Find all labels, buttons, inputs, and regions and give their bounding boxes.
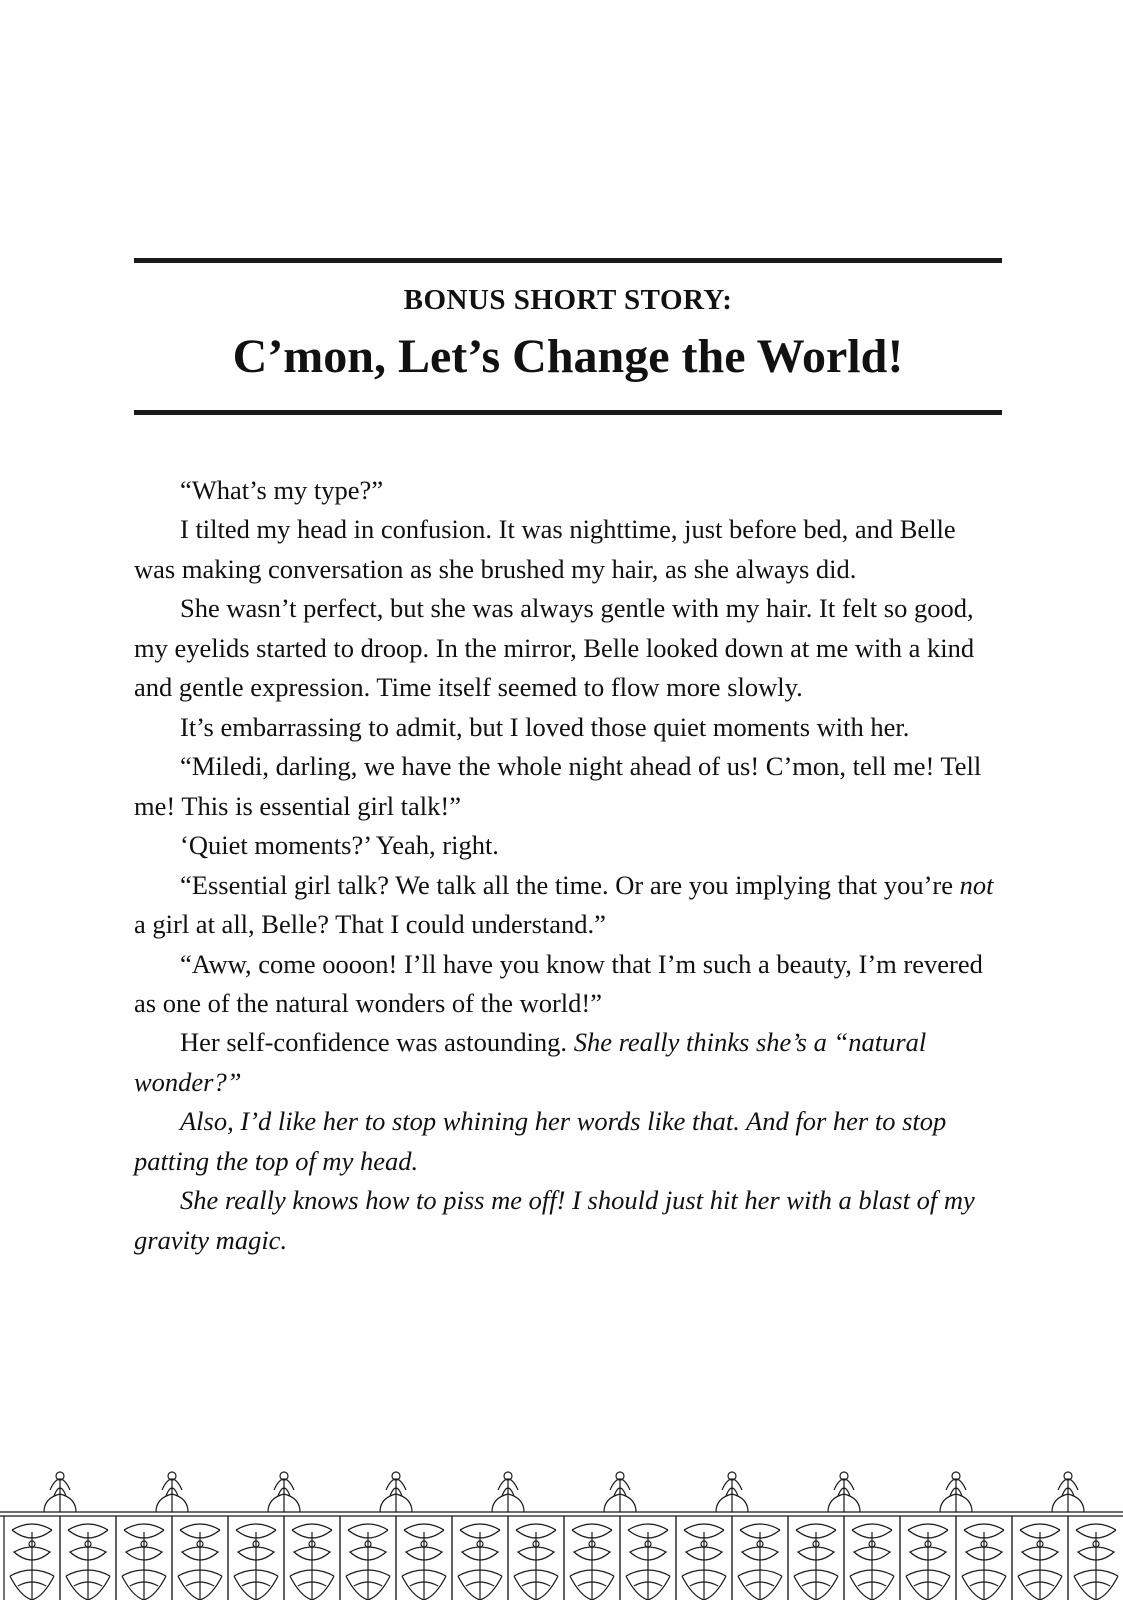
paragraph: “What’s my type?” [180,474,384,505]
paragraph: She really knows how to piss me off! I should just hit her with a blast of my gravity magic. [134,1185,975,1255]
paragraph: Her self-confidence was astounding. She really thinks she’s a “natural wonder?” [134,1027,927,1097]
paragraph: I tilted my head in confusion. It was nighttime, just before bed, and Belle was making conversation as she brushed my hair, as she always did. [134,514,956,584]
page-title: C’mon, Let’s Change the World! [232,329,904,383]
title-block [134,263,1002,394]
paragraph: She wasn’t perfect, but she was always gentle with my hair. It felt so good, my eyelids started to droop. In the mirror, Belle looked down at me with a kind and gentle expression. Time itself seemed to flow more slowly. [134,593,975,703]
paragraph: ‘Quiet moments?’ Yeah, right. [180,830,499,861]
page-content [134,258,1002,1260]
paragraph: Also, I’d like her to stop whining her words like that. And for her to stop patting the top of my head. [134,1106,947,1176]
paragraph: “Aww, come oooon! I’ll have you know that I’m such a beauty, I’m revered as one of the natural wonders of the world!” [134,948,983,1018]
paragraph: It’s embarrassing to admit, but I loved those quiet moments with her. [180,711,910,742]
story-kicker: BONUS SHORT STORY: [403,284,733,316]
ornamental-border-footer [0,1450,1123,1600]
paragraph: “Essential girl talk? We talk all the time. Or are you implying that you’re not a girl at all, Belle? That I could understand.” [134,869,994,940]
story-body [134,471,1002,1261]
title-rule-bottom [134,410,1002,415]
paragraph: “Miledi, darling, we have the whole night ahead of us! C’mon, tell me! Tell me! This is essential girl talk!” [134,751,982,821]
